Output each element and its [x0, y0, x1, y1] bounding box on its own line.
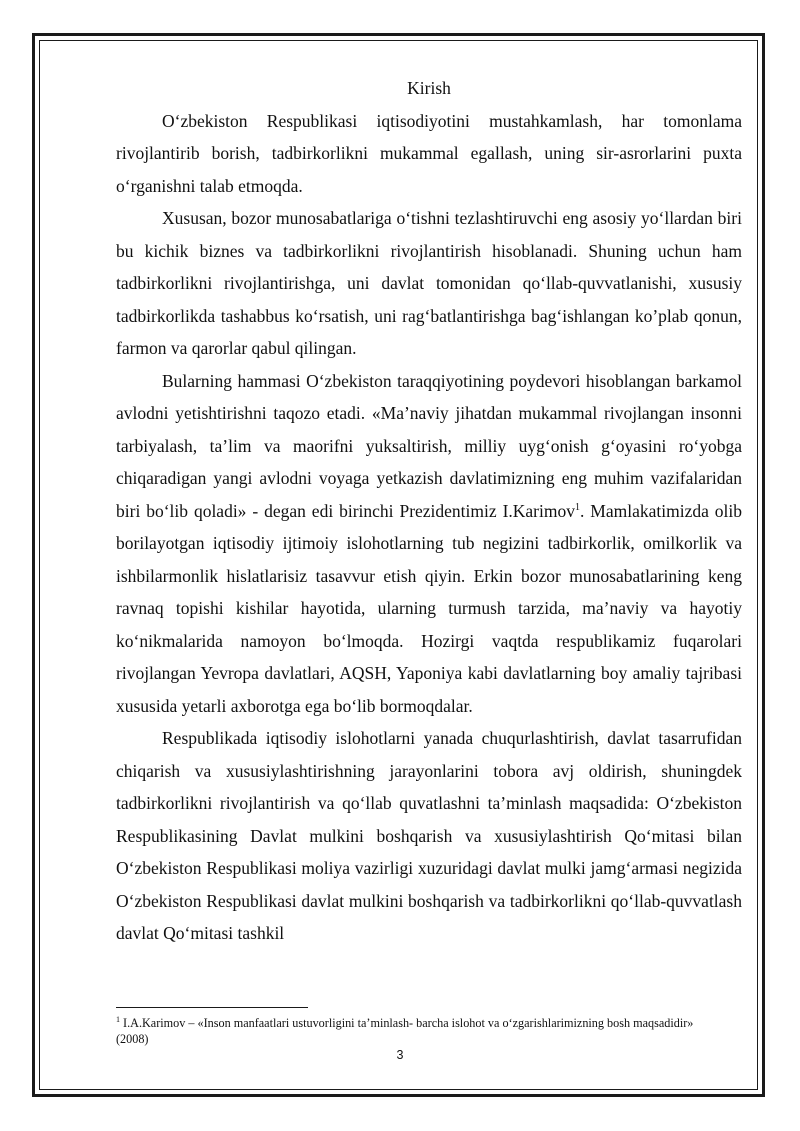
paragraph-3-text-a: Bularning hammasi O‘zbekiston taraqqiyotining poydevori hisoblangan barkamol avlodni yetishtirishni taqozo etadi. «Ma’naviy jihatdan mukammal rivojlangan insonni tarbiyalash, ta’lim va maorifni yuksaltirish, milliy uyg‘onish g‘oyasini ro‘yobga chiqaradigan yangi avlodni voyaga yetkazish davlatimizning eng muhim vazifalaridan biri bo‘lib qoladi» - degan edi birinchi Prezidentimiz I.Karimov — [116, 370, 742, 521]
paragraph-1: O‘zbekiston Respublikasi iqtisodiyotini mustahkamlash, har tomonlama rivojlantirib borish, tadbirkorlikni mukammal egallash, uning sir-asrorlarini puxta o‘rganishni talab etmoqda. — [116, 110, 742, 196]
paragraph-2: Xususan, bozor munosabatlariga o‘tishni tezlashtiruvchi eng asosiy yo‘llardan biri bu kichik biznes va tadbirkorlikni rivojlantirish hisoblanadi. Shuning uchun ham tadbirkorlikni rivojlantirishga, uni davlat tomonidan qo‘llab-quvvatlanishi, xususiy tadbirkorlikda tashabbus ko‘rsatish, uni rag‘batlantirishga bag‘ishlangan ko’plab qonun, farmon va qarorlar qabul qilingan. — [116, 208, 742, 358]
paragraph-4: Respublikada iqtisodiy islohotlarni yanada chuqurlashtirish, davlat tasarrufidan chiqarish va xususiylashtirishning jarayonlarini tobora avj oldirish, shuningdek tadbirkorlikni rivojlantirish va qo‘llab quvatlashni ta’minlash maqsadida: O‘zbekiston Respublikasining Davlat mulkini boshqarish va xususiylashtirish Qo‘mitasi bilan O‘zbekiston Respublikasi moliya vazirligi xuzuridagi davlat mulki jamg‘armasi negizida O‘zbekiston Respublikasi davlat mulkini boshqarish va tadbirkorlikni qo‘llab-quvvatlash davlat Qo‘mitasi tashkil — [116, 728, 742, 943]
main-text — [116, 72, 742, 950]
footnote-separator — [116, 1007, 308, 1008]
paragraph-3 — [116, 365, 742, 723]
footnote-reference[interactable]: 1 — [574, 501, 580, 513]
footnote-text: I.A.Karimov – «Inson manfaatlari ustuvorligini ta’minlash- barcha islohot va o‘zgarishlarimizning bosh maqsadidir» (2008) — [116, 1016, 694, 1046]
footnote-marker: 1 — [116, 1014, 120, 1024]
footnote — [116, 1016, 700, 1047]
paragraph-3-text-b: . Mamlakatimizda olib borilayotgan iqtisodiy ijtimoiy islohotlarning tub negizini tadbirkorlik, omilkorlik va ishbilarmonlik hislatlarisiz tasavvur etish qiyin. Erkin bozor munosabatlarining keng ravnaq topishi kishilar hayotida, ularning turmush tarzida, ma’naviy va hayotiy ko‘nikmalarida namoyon bo‘lmoqda. Hozirgi vaqtda respublikamiz fuqarolari rivojlangan Yevropa davlatlari, AQSH, Yaponiya kabi davlatlarning boy amaliy tajribasi xususida yetarli axborotga ega bo‘lib bormoqdalar. — [116, 500, 742, 716]
section-title: Kirish — [407, 78, 451, 98]
page-number: 3 — [396, 1048, 404, 1062]
